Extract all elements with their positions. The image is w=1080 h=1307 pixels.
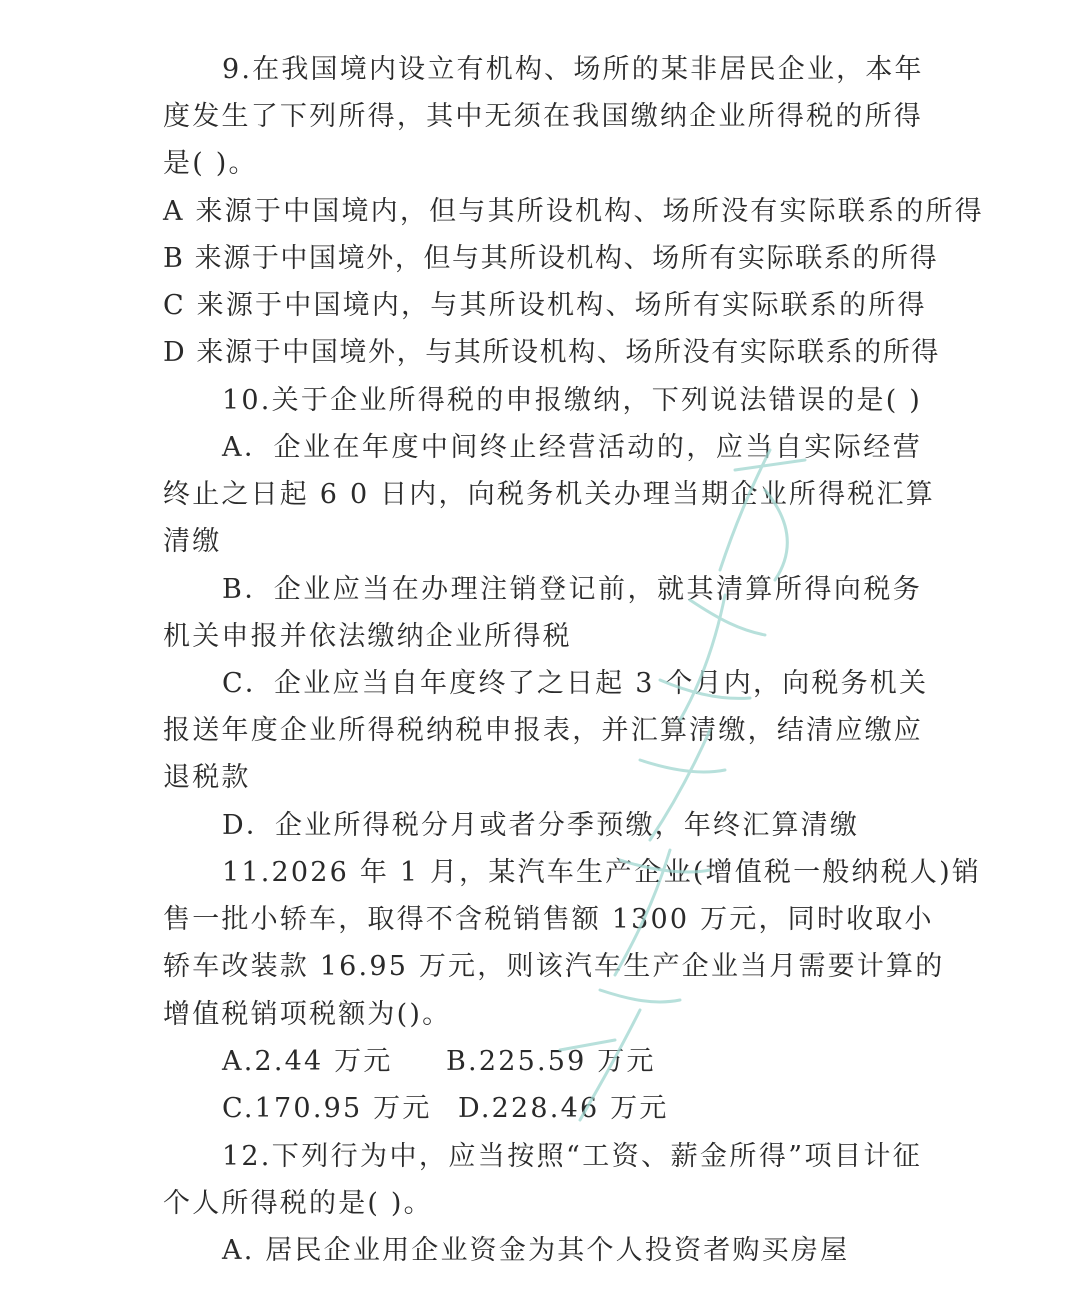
q9-option-b: B 来源于中国境外，但与其所设机构、场所有实际联系的所得 <box>163 243 939 274</box>
q12-stem-line-1: 12.下列行为中，应当按照“工资、薪金所得”项目计征 <box>222 1141 922 1172</box>
q11-option-d: D.228.46 万元 <box>458 1093 669 1124</box>
q11-option-c: C.170.95 万元 <box>222 1093 432 1124</box>
q10-option-a-line-2: 终止之日起 6 0 日内，向税务机关办理当期企业所得税汇算 <box>163 479 935 510</box>
q10-option-d: D．企业所得税分月或者分季预缴，年终汇算清缴 <box>222 810 860 841</box>
q10-option-a-line-3: 清缴 <box>163 526 222 557</box>
q9-stem-line-3: 是( )。 <box>163 148 258 179</box>
q9-option-c: C 来源于中国境内，与其所设机构、场所有实际联系的所得 <box>163 290 927 321</box>
q11-stem-line-1: 11.2026 年 1 月，某汽车生产企业(增值税一般纳税人)销 <box>222 857 982 888</box>
q11-stem-line-4: 增值税销项税额为()。 <box>163 999 452 1030</box>
q11-stem-line-2: 售一批小轿车，取得不含税销售额 1300 万元，同时收取小 <box>163 904 934 935</box>
q10-option-c-line-3: 退税款 <box>163 762 251 793</box>
q10-option-b-line-2: 机关申报并依法缴纳企业所得税 <box>163 621 572 652</box>
q10-stem: 10.关于企业所得税的申报缴纳，下列说法错误的是( ) <box>222 385 922 416</box>
q9-option-d: D 来源于中国境外，与其所设机构、场所没有实际联系的所得 <box>163 337 941 368</box>
q10-option-a-line-1: A．企业在年度中间终止经营活动的，应当自实际经营 <box>222 432 922 463</box>
q11-option-b: B.225.59 万元 <box>446 1046 656 1077</box>
q12-stem-line-2: 个人所得税的是( )。 <box>163 1188 433 1219</box>
q10-option-c-line-2: 报送年度企业所得税纳税申报表，并汇算清缴，结清应缴应 <box>163 715 923 746</box>
q11-option-a: A.2.44 万元 <box>222 1046 393 1077</box>
q9-stem-line-1: 9.在我国境内设立有机构、场所的某非居民企业，本年 <box>222 54 924 85</box>
q12-option-a: A. 居民企业用企业资金为其个人投资者购买房屋 <box>222 1235 850 1266</box>
q9-stem-line-2: 度发生了下列所得，其中无须在我国缴纳企业所得税的所得 <box>163 101 923 132</box>
q10-option-c-line-1: C．企业应当自年度终了之日起 3 个月内，向税务机关 <box>222 668 929 699</box>
q10-option-b-line-1: B．企业应当在办理注销登记前，就其清算所得向税务 <box>222 574 922 605</box>
q11-stem-line-3: 轿车改装款 16.95 万元，则该汽车生产企业当月需要计算的 <box>163 951 945 982</box>
q9-option-a: A 来源于中国境内，但与其所设机构、场所没有实际联系的所得 <box>163 196 984 227</box>
